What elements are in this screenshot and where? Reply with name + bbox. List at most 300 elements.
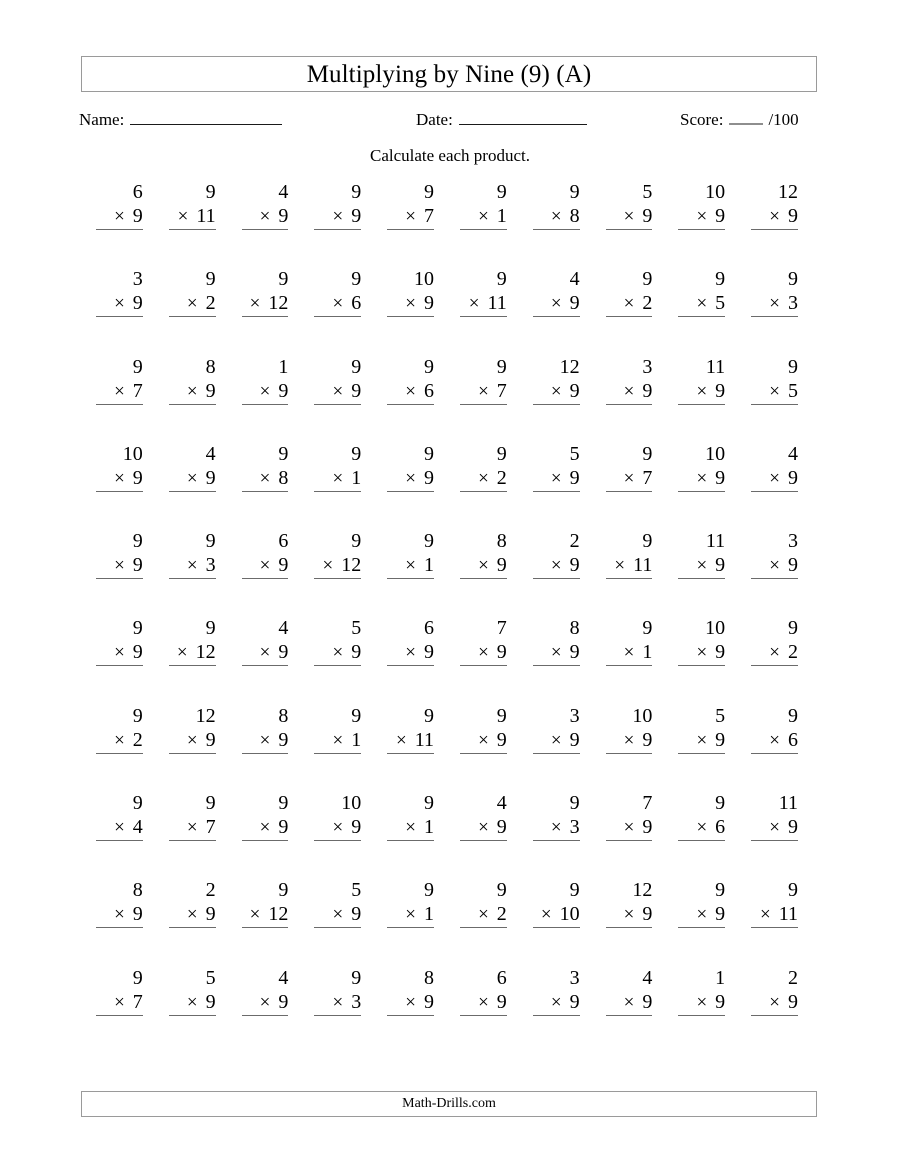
problem-cell[interactable] <box>92 355 165 442</box>
problem-operation-line <box>314 291 361 317</box>
problem-cell[interactable] <box>602 267 675 354</box>
problem-operation-line <box>533 728 580 754</box>
problem-multiplier: 9 <box>715 379 726 402</box>
problem-multiplicand: 4 <box>205 442 216 465</box>
problem-operation-line <box>460 902 507 928</box>
problem-cell[interactable] <box>92 616 165 703</box>
problem-grid <box>92 180 820 1053</box>
multiply-icon: × <box>332 206 344 227</box>
problem-multiplicand: 10 <box>705 442 726 465</box>
problem-cell[interactable] <box>456 966 529 1053</box>
problem-multiplier: 9 <box>642 816 653 839</box>
problem-operation-line <box>242 990 289 1016</box>
problem-cell[interactable] <box>674 442 747 529</box>
problem-cell[interactable] <box>747 704 820 791</box>
problem-cell[interactable] <box>92 529 165 616</box>
problem-cell[interactable] <box>238 704 311 791</box>
problem-operation-line <box>533 466 580 492</box>
problem-cell[interactable] <box>165 267 238 354</box>
problem-multiplier: 9 <box>496 728 507 751</box>
problem-cell[interactable] <box>602 355 675 442</box>
problem-multiplier: 9 <box>496 990 507 1013</box>
problem-operation-line <box>96 379 143 405</box>
problem-multiplicand: 12 <box>777 181 798 203</box>
problem-multiplier: 2 <box>205 292 216 315</box>
problem-multiplicand: 11 <box>778 792 798 815</box>
problem-cell[interactable] <box>310 529 383 616</box>
problem-operation-line <box>96 291 143 317</box>
problem-operation-line <box>751 728 798 754</box>
problem-operation-line <box>169 990 216 1016</box>
problem-cell[interactable] <box>529 966 602 1053</box>
problem-multiplier: 9 <box>132 554 143 577</box>
problem-cell[interactable] <box>165 704 238 791</box>
problem-multiplicand: 9 <box>496 442 507 465</box>
problem-cell[interactable] <box>747 529 820 616</box>
multiply-icon: × <box>186 729 198 751</box>
problem-multiplicand: 12 <box>632 879 653 902</box>
multiply-icon: × <box>696 380 708 402</box>
problem-multiplier: 9 <box>642 205 653 227</box>
problem-operation-line <box>533 990 580 1016</box>
problem-multiplicand: 2 <box>205 879 216 902</box>
problem-operation-line <box>606 990 653 1016</box>
problem-cell[interactable] <box>92 791 165 878</box>
problem-multiplicand: 10 <box>413 268 434 291</box>
problem-multiplier: 8 <box>569 205 580 227</box>
problem-operation-line <box>242 204 289 230</box>
problem-operation-line <box>678 728 725 754</box>
multiply-icon: × <box>696 642 708 664</box>
problem-cell[interactable] <box>529 355 602 442</box>
problem-multiplicand: 10 <box>705 617 726 640</box>
problem-cell[interactable] <box>383 791 456 878</box>
problem-cell[interactable] <box>310 267 383 354</box>
problem-cell[interactable] <box>674 267 747 354</box>
problem-cell[interactable] <box>456 791 529 878</box>
problem-operation-line <box>678 466 725 492</box>
multiply-icon: × <box>259 467 271 489</box>
problem-cell[interactable] <box>165 442 238 529</box>
multiply-icon: × <box>332 467 344 489</box>
problem-operation-line <box>314 990 361 1016</box>
multiply-icon: × <box>405 991 416 1013</box>
problem-multiplicand: 9 <box>351 181 362 203</box>
problem-cell[interactable] <box>238 616 311 703</box>
problem-multiplicand: 3 <box>787 530 798 553</box>
problem-multiplier: 9 <box>132 903 143 926</box>
problem-cell[interactable] <box>383 355 456 442</box>
problem-cell[interactable] <box>602 878 675 965</box>
problem-operation-line <box>96 815 143 841</box>
problem-cell[interactable] <box>747 878 820 965</box>
problem-operation-line <box>751 990 798 1016</box>
multiply-icon: × <box>550 642 562 664</box>
problem-cell[interactable] <box>747 355 820 442</box>
problem-multiplicand: 9 <box>787 704 798 727</box>
problem-multiplicand: 9 <box>205 617 216 640</box>
problem-cell[interactable] <box>92 442 165 529</box>
problem-cell[interactable] <box>238 966 311 1053</box>
problem-cell[interactable] <box>165 180 238 267</box>
problem-operation-line <box>606 204 653 230</box>
multiply-icon: × <box>623 729 635 751</box>
problem-cell[interactable] <box>456 267 529 354</box>
multiply-icon: × <box>176 642 188 664</box>
problem-multiplier: 9 <box>642 379 653 402</box>
problem-multiplicand: 8 <box>496 530 507 553</box>
multiply-icon: × <box>405 380 416 402</box>
problem-operation-line <box>460 379 507 405</box>
problem-cell[interactable] <box>310 966 383 1053</box>
multiply-icon: × <box>259 991 271 1013</box>
problem-multiplier: 9 <box>715 641 726 664</box>
problem-cell[interactable] <box>165 355 238 442</box>
problem-cell[interactable] <box>92 878 165 965</box>
problem-multiplicand: 9 <box>351 268 362 291</box>
problem-multiplicand: 1 <box>715 966 726 989</box>
multiply-icon: × <box>478 904 489 926</box>
problem-multiplier: 9 <box>787 466 798 489</box>
multiply-icon: × <box>478 555 489 577</box>
multiply-icon: × <box>186 991 198 1013</box>
multiply-icon: × <box>468 293 480 315</box>
problem-multiplier: 1 <box>351 466 362 489</box>
multiply-icon: × <box>186 293 198 315</box>
problem-multiplier: 9 <box>278 379 289 402</box>
problem-cell[interactable] <box>602 966 675 1053</box>
problem-multiplicand: 9 <box>278 792 289 815</box>
multiply-icon: × <box>114 729 125 751</box>
multiply-icon: × <box>114 380 125 402</box>
problem-cell[interactable] <box>383 966 456 1053</box>
problem-multiplier: 6 <box>715 816 726 839</box>
problem-cell[interactable] <box>383 616 456 703</box>
problem-operation-line <box>314 204 361 230</box>
problem-multiplicand: 9 <box>351 966 362 989</box>
problem-multiplicand: 9 <box>496 268 507 291</box>
multiply-icon: × <box>696 729 708 751</box>
problem-cell[interactable] <box>383 529 456 616</box>
date-field-group <box>416 110 587 130</box>
problem-multiplicand: 9 <box>278 879 289 902</box>
problem-cell[interactable] <box>92 704 165 791</box>
problem-cell[interactable] <box>747 791 820 878</box>
multiply-icon: × <box>114 991 125 1013</box>
multiply-icon: × <box>405 817 416 839</box>
problem-cell[interactable] <box>165 966 238 1053</box>
problem-multiplier: 7 <box>496 379 507 402</box>
problem-operation-line <box>96 902 143 928</box>
problem-multiplier: 3 <box>351 990 362 1013</box>
multiply-icon: × <box>114 642 125 664</box>
problem-cell[interactable] <box>238 355 311 442</box>
problem-multiplier: 11 <box>778 903 798 926</box>
problem-cell[interactable] <box>674 529 747 616</box>
problem-cell[interactable] <box>310 878 383 965</box>
problem-operation-line <box>387 291 434 317</box>
problem-cell[interactable] <box>529 529 602 616</box>
date-input-line[interactable] <box>459 111 587 125</box>
problem-cell[interactable] <box>674 180 747 267</box>
problem-cell[interactable] <box>383 267 456 354</box>
problem-operation-line <box>169 553 216 579</box>
problem-multiplicand: 8 <box>569 617 580 640</box>
multiply-icon: × <box>478 467 489 489</box>
problem-multiplier: 9 <box>205 379 216 402</box>
problem-multiplicand: 3 <box>569 966 580 989</box>
problem-cell[interactable] <box>602 180 675 267</box>
problem-operation-line <box>169 379 216 405</box>
problem-cell[interactable] <box>238 791 311 878</box>
problem-cell[interactable] <box>238 878 311 965</box>
problem-operation-line <box>751 815 798 841</box>
problem-operation-line <box>242 902 289 928</box>
problem-multiplier: 9 <box>278 641 289 664</box>
problem-multiplier: 2 <box>496 903 507 926</box>
multiply-icon: × <box>623 206 635 227</box>
problem-operation-line <box>387 902 434 928</box>
multiply-icon: × <box>623 904 635 926</box>
problem-cell[interactable] <box>602 616 675 703</box>
problem-multiplier: 9 <box>205 990 216 1013</box>
problem-multiplier: 1 <box>351 728 362 751</box>
problem-multiplier: 9 <box>351 205 362 227</box>
problem-multiplier: 9 <box>278 816 289 839</box>
problem-multiplicand: 9 <box>423 442 434 465</box>
problem-cell[interactable] <box>674 791 747 878</box>
problem-multiplicand: 6 <box>423 617 434 640</box>
problem-multiplier: 3 <box>787 292 798 315</box>
problem-cell[interactable] <box>310 616 383 703</box>
multiply-icon: × <box>696 467 708 489</box>
problem-multiplier: 9 <box>351 903 362 926</box>
multiply-icon: × <box>550 555 562 577</box>
problem-multiplicand: 10 <box>122 442 143 465</box>
problem-operation-line <box>242 291 289 317</box>
problem-cell[interactable] <box>383 878 456 965</box>
problem-cell[interactable] <box>529 791 602 878</box>
problem-cell[interactable] <box>310 355 383 442</box>
problem-cell[interactable] <box>602 791 675 878</box>
multiply-icon: × <box>769 206 780 227</box>
problem-operation-line <box>678 553 725 579</box>
problem-cell[interactable] <box>383 442 456 529</box>
problem-operation-line <box>169 815 216 841</box>
multiply-icon: × <box>540 904 552 926</box>
problem-cell[interactable] <box>529 878 602 965</box>
problem-multiplier: 9 <box>496 816 507 839</box>
problem-multiplicand: 9 <box>642 268 653 291</box>
problem-multiplicand: 7 <box>642 792 653 815</box>
problem-multiplier: 9 <box>569 641 580 664</box>
problem-cell[interactable] <box>310 180 383 267</box>
problem-operation-line <box>606 291 653 317</box>
problem-multiplier: 9 <box>423 466 434 489</box>
problem-cell[interactable] <box>456 529 529 616</box>
problem-cell[interactable] <box>238 180 311 267</box>
problem-multiplicand: 3 <box>642 355 653 378</box>
problem-multiplicand: 9 <box>715 268 726 291</box>
problem-multiplicand: 9 <box>423 704 434 727</box>
problem-cell[interactable] <box>310 791 383 878</box>
problem-multiplier: 9 <box>715 728 726 751</box>
problem-cell[interactable] <box>238 267 311 354</box>
problem-cell[interactable] <box>165 791 238 878</box>
problem-cell[interactable] <box>383 180 456 267</box>
problem-multiplier: 9 <box>278 990 289 1013</box>
problem-cell[interactable] <box>747 616 820 703</box>
problem-multiplier: 9 <box>569 292 580 315</box>
multiply-icon: × <box>478 817 489 839</box>
multiply-icon: × <box>259 729 271 751</box>
problem-operation-line <box>751 291 798 317</box>
multiply-icon: × <box>478 206 489 227</box>
multiply-icon: × <box>696 817 708 839</box>
problem-multiplicand: 9 <box>351 704 362 727</box>
problem-cell[interactable] <box>529 442 602 529</box>
problem-multiplicand: 9 <box>496 355 507 378</box>
problem-operation-line <box>678 640 725 666</box>
problem-multiplicand: 6 <box>132 181 143 203</box>
problem-cell[interactable] <box>602 442 675 529</box>
problem-cell[interactable] <box>747 267 820 354</box>
problem-multiplier: 2 <box>642 292 653 315</box>
problem-cell[interactable] <box>674 704 747 791</box>
problem-multiplier: 9 <box>642 728 653 751</box>
problem-cell[interactable] <box>674 878 747 965</box>
problem-multiplier: 3 <box>205 554 216 577</box>
problem-operation-line <box>678 902 725 928</box>
problem-cell[interactable] <box>456 616 529 703</box>
name-input-line[interactable] <box>130 111 282 125</box>
problem-cell[interactable] <box>92 966 165 1053</box>
problem-multiplier: 2 <box>132 728 143 751</box>
problem-multiplier: 2 <box>496 466 507 489</box>
problem-multiplier: 9 <box>787 205 798 227</box>
problem-cell[interactable] <box>674 616 747 703</box>
problem-cell[interactable] <box>165 529 238 616</box>
problem-multiplicand: 2 <box>787 966 798 989</box>
problem-multiplicand: 4 <box>278 617 289 640</box>
score-input-line[interactable] <box>729 112 763 125</box>
problem-multiplicand: 9 <box>278 442 289 465</box>
multiply-icon: × <box>249 293 261 315</box>
multiply-icon: × <box>550 380 562 402</box>
multiply-icon: × <box>259 642 271 664</box>
problem-cell[interactable] <box>238 529 311 616</box>
problem-multiplier: 9 <box>496 641 507 664</box>
problem-multiplier: 9 <box>132 205 143 227</box>
multiply-icon: × <box>259 817 271 839</box>
problem-multiplicand: 12 <box>195 704 216 727</box>
problem-multiplicand: 9 <box>423 879 434 902</box>
problem-cell[interactable] <box>383 704 456 791</box>
problem-cell[interactable] <box>674 966 747 1053</box>
problem-operation-line <box>169 640 216 666</box>
problem-cell[interactable] <box>529 704 602 791</box>
problem-cell[interactable] <box>92 180 165 267</box>
problem-operation-line <box>751 379 798 405</box>
problem-multiplier: 3 <box>569 816 580 839</box>
problem-cell[interactable] <box>456 878 529 965</box>
problem-cell[interactable] <box>529 267 602 354</box>
problem-multiplicand: 9 <box>351 530 362 553</box>
problem-row <box>92 704 820 791</box>
problem-multiplier: 9 <box>351 379 362 402</box>
problem-multiplier: 5 <box>715 292 726 315</box>
problem-cell[interactable] <box>456 704 529 791</box>
problem-cell[interactable] <box>92 267 165 354</box>
multiply-icon: × <box>332 642 344 664</box>
problem-cell[interactable] <box>165 616 238 703</box>
problem-cell[interactable] <box>529 180 602 267</box>
problem-row <box>92 616 820 703</box>
problem-cell[interactable] <box>602 704 675 791</box>
problem-multiplicand: 9 <box>787 268 798 291</box>
problem-operation-line <box>314 728 361 754</box>
problem-multiplier: 9 <box>278 554 289 577</box>
problem-operation-line <box>314 379 361 405</box>
problem-operation-line <box>314 815 361 841</box>
problem-cell[interactable] <box>747 180 820 267</box>
problem-multiplicand: 5 <box>569 442 580 465</box>
problem-row <box>92 529 820 616</box>
problem-operation-line <box>169 291 216 317</box>
problem-cell[interactable] <box>310 442 383 529</box>
problem-operation-line <box>314 640 361 666</box>
problem-cell[interactable] <box>456 442 529 529</box>
problem-cell[interactable] <box>456 355 529 442</box>
problem-multiplicand: 9 <box>787 617 798 640</box>
problem-row <box>92 878 820 965</box>
problem-multiplicand: 4 <box>278 181 289 203</box>
problem-multiplicand: 9 <box>496 704 507 727</box>
problem-multiplier: 9 <box>715 554 726 577</box>
problem-multiplicand: 6 <box>496 966 507 989</box>
multiply-icon: × <box>114 555 125 577</box>
problem-cell[interactable] <box>747 966 820 1053</box>
problem-cell[interactable] <box>529 616 602 703</box>
multiply-icon: × <box>478 729 489 751</box>
problem-operation-line <box>460 728 507 754</box>
problem-operation-line <box>96 640 143 666</box>
problem-cell[interactable] <box>310 704 383 791</box>
multiply-icon: × <box>259 206 271 227</box>
problem-cell[interactable] <box>747 442 820 529</box>
problem-cell[interactable] <box>238 442 311 529</box>
problem-operation-line <box>314 553 361 579</box>
problem-multiplicand: 5 <box>351 879 362 902</box>
problem-multiplicand: 9 <box>132 530 143 553</box>
problem-operation-line <box>533 553 580 579</box>
problem-cell[interactable] <box>674 355 747 442</box>
multiply-icon: × <box>769 817 780 839</box>
problem-multiplier: 7 <box>423 205 434 227</box>
problem-multiplier: 1 <box>642 641 653 664</box>
problem-cell[interactable] <box>165 878 238 965</box>
multiply-icon: × <box>322 555 334 577</box>
problem-operation-line <box>678 379 725 405</box>
problem-cell[interactable] <box>602 529 675 616</box>
page-title: Multiplying by Nine (9) (A) <box>306 60 592 88</box>
problem-multiplicand: 4 <box>569 268 580 291</box>
multiply-icon: × <box>332 380 344 402</box>
problem-cell[interactable] <box>456 180 529 267</box>
problem-multiplier: 9 <box>715 205 726 227</box>
problem-multiplicand: 6 <box>278 530 289 553</box>
problem-multiplier: 11 <box>196 205 216 227</box>
